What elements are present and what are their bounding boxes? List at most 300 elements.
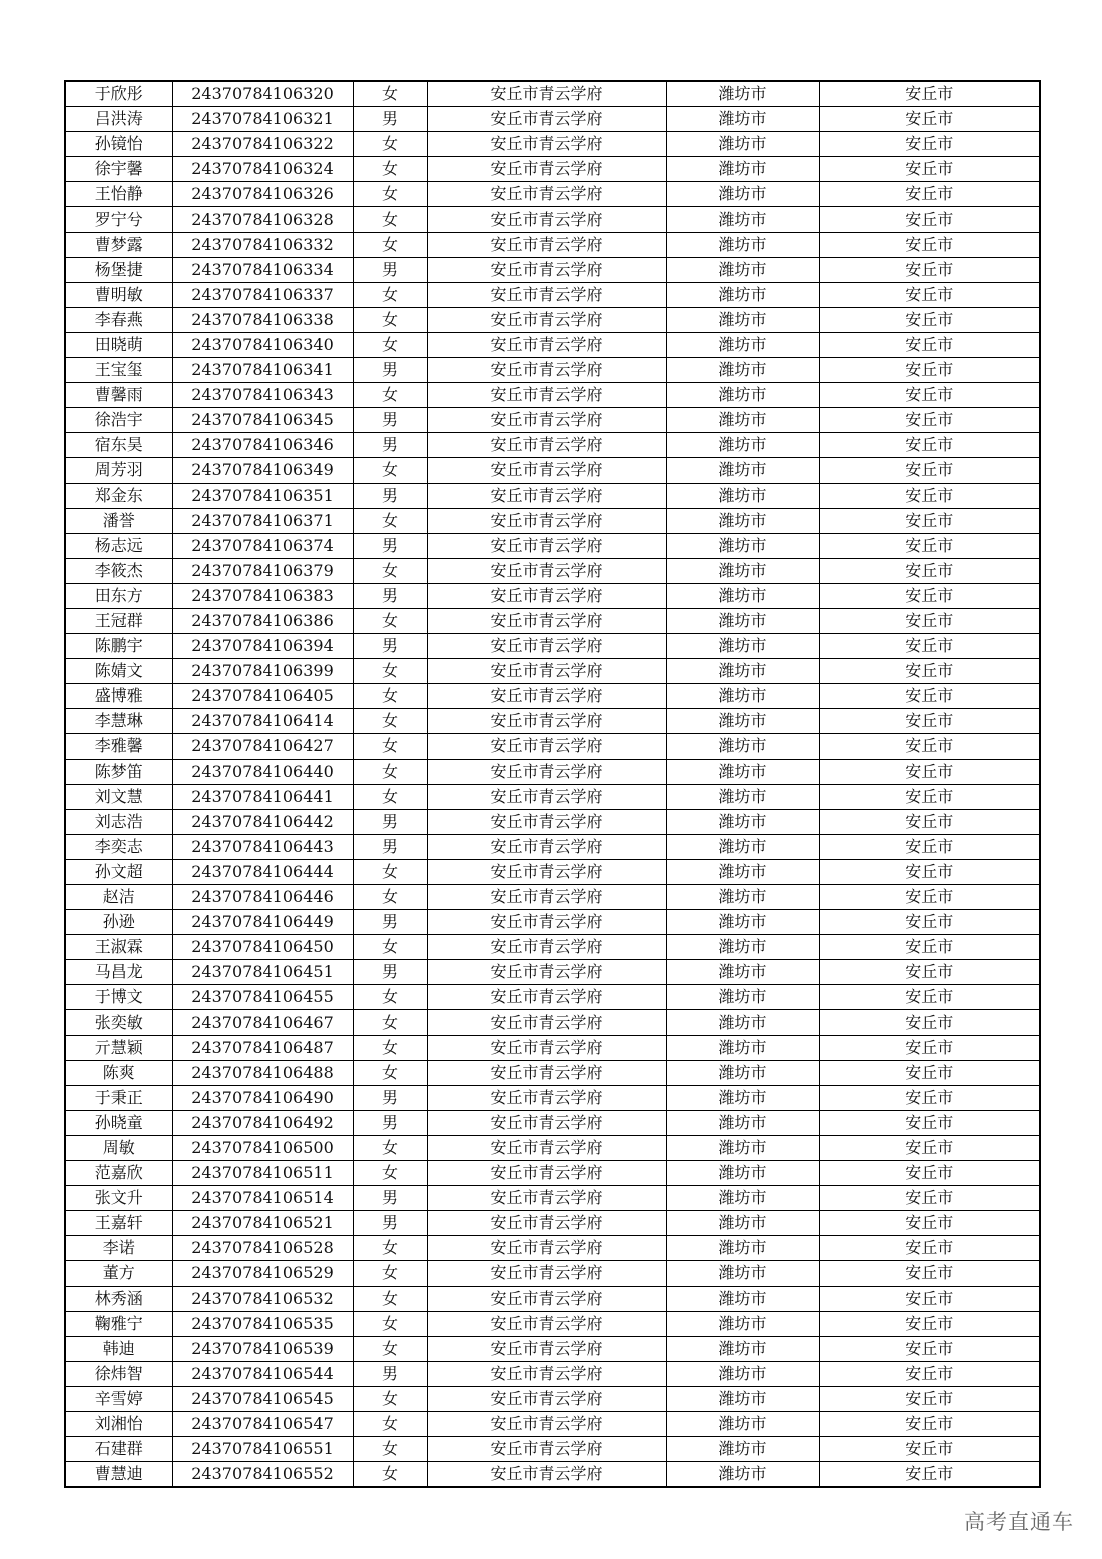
school-cell: 安丘市青云学府 (427, 1211, 666, 1236)
exam-number-cell: 24370784106427 (172, 734, 353, 759)
gender-cell: 女 (353, 383, 427, 408)
county-cell: 安丘市 (819, 132, 1040, 157)
school-cell: 安丘市青云学府 (427, 1060, 666, 1085)
name-cell: 杨志远 (65, 533, 172, 558)
county-cell: 安丘市 (819, 910, 1040, 935)
name-cell: 孙晓童 (65, 1110, 172, 1135)
city-cell: 潍坊市 (666, 1110, 819, 1135)
gender-cell: 男 (353, 483, 427, 508)
exam-number-cell: 24370784106441 (172, 784, 353, 809)
county-cell: 安丘市 (819, 583, 1040, 608)
county-cell: 安丘市 (819, 257, 1040, 282)
exam-number-cell: 24370784106442 (172, 809, 353, 834)
name-cell: 王冠群 (65, 608, 172, 633)
county-cell: 安丘市 (819, 433, 1040, 458)
county-cell: 安丘市 (819, 232, 1040, 257)
exam-number-cell: 24370784106544 (172, 1361, 353, 1386)
name-cell: 陈梦笛 (65, 759, 172, 784)
exam-number-cell: 24370784106552 (172, 1462, 353, 1488)
exam-number-cell: 24370784106334 (172, 257, 353, 282)
name-cell: 李雅馨 (65, 734, 172, 759)
city-cell: 潍坊市 (666, 558, 819, 583)
school-cell: 安丘市青云学府 (427, 1035, 666, 1060)
county-cell: 安丘市 (819, 157, 1040, 182)
county-cell: 安丘市 (819, 784, 1040, 809)
gender-cell: 女 (353, 734, 427, 759)
city-cell: 潍坊市 (666, 1236, 819, 1261)
city-cell: 潍坊市 (666, 1035, 819, 1060)
table-row (65, 1211, 1040, 1236)
name-cell: 周芳羽 (65, 458, 172, 483)
name-cell: 杨堡捷 (65, 257, 172, 282)
gender-cell: 女 (353, 1010, 427, 1035)
gender-cell: 男 (353, 834, 427, 859)
city-cell: 潍坊市 (666, 307, 819, 332)
gender-cell: 女 (353, 1161, 427, 1186)
exam-number-cell: 24370784106451 (172, 960, 353, 985)
city-cell: 潍坊市 (666, 960, 819, 985)
table-row (65, 1336, 1040, 1361)
gender-cell: 女 (353, 1462, 427, 1488)
county-cell: 安丘市 (819, 1060, 1040, 1085)
exam-number-cell: 24370784106321 (172, 107, 353, 132)
exam-number-cell: 24370784106514 (172, 1186, 353, 1211)
school-cell: 安丘市青云学府 (427, 1010, 666, 1035)
school-cell: 安丘市青云学府 (427, 885, 666, 910)
exam-number-cell: 24370784106326 (172, 182, 353, 207)
county-cell: 安丘市 (819, 383, 1040, 408)
name-cell: 孙文超 (65, 859, 172, 884)
exam-number-cell: 24370784106467 (172, 1010, 353, 1035)
city-cell: 潍坊市 (666, 809, 819, 834)
gender-cell: 女 (353, 207, 427, 232)
school-cell: 安丘市青云学府 (427, 910, 666, 935)
exam-number-cell: 24370784106405 (172, 684, 353, 709)
county-cell: 安丘市 (819, 734, 1040, 759)
school-cell: 安丘市青云学府 (427, 433, 666, 458)
county-cell: 安丘市 (819, 709, 1040, 734)
city-cell: 潍坊市 (666, 1411, 819, 1436)
table-row (65, 809, 1040, 834)
name-cell: 石建群 (65, 1437, 172, 1462)
table-row (65, 1236, 1040, 1261)
gender-cell: 女 (353, 81, 427, 107)
table-row (65, 408, 1040, 433)
name-cell: 田晓萌 (65, 332, 172, 357)
gender-cell: 女 (353, 1135, 427, 1160)
exam-number-cell: 24370784106490 (172, 1085, 353, 1110)
name-cell: 陈爽 (65, 1060, 172, 1085)
table-row (65, 132, 1040, 157)
gender-cell: 女 (353, 1411, 427, 1436)
county-cell: 安丘市 (819, 1462, 1040, 1488)
school-cell: 安丘市青云学府 (427, 533, 666, 558)
gender-cell: 男 (353, 1085, 427, 1110)
school-cell: 安丘市青云学府 (427, 734, 666, 759)
city-cell: 潍坊市 (666, 433, 819, 458)
exam-number-cell: 24370784106487 (172, 1035, 353, 1060)
gender-cell: 女 (353, 508, 427, 533)
school-cell: 安丘市青云学府 (427, 383, 666, 408)
school-cell: 安丘市青云学府 (427, 1311, 666, 1336)
table-row (65, 1361, 1040, 1386)
school-cell: 安丘市青云学府 (427, 784, 666, 809)
table-row (65, 81, 1040, 107)
exam-number-cell: 24370784106492 (172, 1110, 353, 1135)
county-cell: 安丘市 (819, 1035, 1040, 1060)
gender-cell: 男 (353, 1361, 427, 1386)
name-cell: 曹馨雨 (65, 383, 172, 408)
gender-cell: 男 (353, 960, 427, 985)
exam-number-cell: 24370784106455 (172, 985, 353, 1010)
exam-number-cell: 24370784106551 (172, 1437, 353, 1462)
exam-number-cell: 24370784106332 (172, 232, 353, 257)
school-cell: 安丘市青云学府 (427, 1161, 666, 1186)
county-cell: 安丘市 (819, 1236, 1040, 1261)
table-row (65, 834, 1040, 859)
exam-number-cell: 24370784106511 (172, 1161, 353, 1186)
county-cell: 安丘市 (819, 332, 1040, 357)
table-row (65, 1085, 1040, 1110)
school-cell: 安丘市青云学府 (427, 232, 666, 257)
county-cell: 安丘市 (819, 834, 1040, 859)
gender-cell: 女 (353, 784, 427, 809)
gender-cell: 女 (353, 659, 427, 684)
school-cell: 安丘市青云学府 (427, 132, 666, 157)
county-cell: 安丘市 (819, 282, 1040, 307)
school-cell: 安丘市青云学府 (427, 1135, 666, 1160)
county-cell: 安丘市 (819, 1110, 1040, 1135)
name-cell: 曹明敏 (65, 282, 172, 307)
school-cell: 安丘市青云学府 (427, 483, 666, 508)
school-cell: 安丘市青云学府 (427, 709, 666, 734)
gender-cell: 女 (353, 759, 427, 784)
gender-cell: 女 (353, 1060, 427, 1085)
table-row (65, 332, 1040, 357)
table-body (65, 81, 1040, 1487)
school-cell: 安丘市青云学府 (427, 1336, 666, 1361)
exam-number-cell: 24370784106399 (172, 659, 353, 684)
name-cell: 潘誉 (65, 508, 172, 533)
school-cell: 安丘市青云学府 (427, 307, 666, 332)
school-cell: 安丘市青云学府 (427, 408, 666, 433)
name-cell: 刘志浩 (65, 809, 172, 834)
exam-number-cell: 24370784106337 (172, 282, 353, 307)
gender-cell: 女 (353, 332, 427, 357)
gender-cell: 女 (353, 684, 427, 709)
gender-cell: 女 (353, 307, 427, 332)
gender-cell: 男 (353, 257, 427, 282)
school-cell: 安丘市青云学府 (427, 1462, 666, 1488)
exam-number-cell: 24370784106386 (172, 608, 353, 633)
table-row (65, 734, 1040, 759)
table-row (65, 759, 1040, 784)
county-cell: 安丘市 (819, 182, 1040, 207)
county-cell: 安丘市 (819, 935, 1040, 960)
county-cell: 安丘市 (819, 458, 1040, 483)
gender-cell: 女 (353, 1437, 427, 1462)
name-cell: 刘文慧 (65, 784, 172, 809)
table-row (65, 182, 1040, 207)
gender-cell: 女 (353, 1261, 427, 1286)
gender-cell: 男 (353, 910, 427, 935)
city-cell: 潍坊市 (666, 257, 819, 282)
county-cell: 安丘市 (819, 1411, 1040, 1436)
table-row (65, 1411, 1040, 1436)
gender-cell: 女 (353, 1236, 427, 1261)
county-cell: 安丘市 (819, 885, 1040, 910)
gender-cell: 女 (353, 558, 427, 583)
school-cell: 安丘市青云学府 (427, 1236, 666, 1261)
city-cell: 潍坊市 (666, 483, 819, 508)
exam-number-cell: 24370784106446 (172, 885, 353, 910)
name-cell: 赵洁 (65, 885, 172, 910)
county-cell: 安丘市 (819, 759, 1040, 784)
exam-number-cell: 24370784106545 (172, 1386, 353, 1411)
table-row (65, 583, 1040, 608)
city-cell: 潍坊市 (666, 332, 819, 357)
name-cell: 张文升 (65, 1186, 172, 1211)
name-cell: 于博文 (65, 985, 172, 1010)
city-cell: 潍坊市 (666, 1060, 819, 1085)
city-cell: 潍坊市 (666, 1361, 819, 1386)
city-cell: 潍坊市 (666, 1186, 819, 1211)
school-cell: 安丘市青云学府 (427, 1386, 666, 1411)
name-cell: 田东方 (65, 583, 172, 608)
name-cell: 徐浩宇 (65, 408, 172, 433)
school-cell: 安丘市青云学府 (427, 859, 666, 884)
city-cell: 潍坊市 (666, 1386, 819, 1411)
city-cell: 潍坊市 (666, 583, 819, 608)
name-cell: 刘湘怡 (65, 1411, 172, 1436)
gender-cell: 女 (353, 232, 427, 257)
county-cell: 安丘市 (819, 307, 1040, 332)
county-cell: 安丘市 (819, 508, 1040, 533)
table-row (65, 1437, 1040, 1462)
name-cell: 曹梦露 (65, 232, 172, 257)
gender-cell: 女 (353, 859, 427, 884)
exam-number-cell: 24370784106528 (172, 1236, 353, 1261)
city-cell: 潍坊市 (666, 1261, 819, 1286)
city-cell: 潍坊市 (666, 834, 819, 859)
exam-number-cell: 24370784106535 (172, 1311, 353, 1336)
table-row (65, 1462, 1040, 1488)
table-row (65, 282, 1040, 307)
county-cell: 安丘市 (819, 533, 1040, 558)
city-cell: 潍坊市 (666, 508, 819, 533)
county-cell: 安丘市 (819, 1286, 1040, 1311)
name-cell: 李慧琳 (65, 709, 172, 734)
table-row (65, 935, 1040, 960)
table-row (65, 709, 1040, 734)
name-cell: 郑金东 (65, 483, 172, 508)
exam-number-cell: 24370784106450 (172, 935, 353, 960)
city-cell: 潍坊市 (666, 935, 819, 960)
table-row (65, 1060, 1040, 1085)
gender-cell: 男 (353, 533, 427, 558)
name-cell: 林秀涵 (65, 1286, 172, 1311)
table-row (65, 533, 1040, 558)
school-cell: 安丘市青云学府 (427, 207, 666, 232)
county-cell: 安丘市 (819, 960, 1040, 985)
table-row (65, 558, 1040, 583)
city-cell: 潍坊市 (666, 734, 819, 759)
table-row (65, 1035, 1040, 1060)
gender-cell: 女 (353, 1035, 427, 1060)
gender-cell: 女 (353, 608, 427, 633)
city-cell: 潍坊市 (666, 1437, 819, 1462)
table-row (65, 910, 1040, 935)
table-row (65, 1010, 1040, 1035)
exam-number-cell: 24370784106320 (172, 81, 353, 107)
table-row (65, 784, 1040, 809)
school-cell: 安丘市青云学府 (427, 634, 666, 659)
table-row (65, 608, 1040, 633)
exam-number-cell: 24370784106322 (172, 132, 353, 157)
county-cell: 安丘市 (819, 1386, 1040, 1411)
name-cell: 曹慧迪 (65, 1462, 172, 1488)
table-row (65, 985, 1040, 1010)
city-cell: 潍坊市 (666, 1135, 819, 1160)
city-cell: 潍坊市 (666, 232, 819, 257)
city-cell: 潍坊市 (666, 383, 819, 408)
table-row (65, 232, 1040, 257)
county-cell: 安丘市 (819, 107, 1040, 132)
table-row (65, 433, 1040, 458)
gender-cell: 男 (353, 809, 427, 834)
school-cell: 安丘市青云学府 (427, 985, 666, 1010)
table-row (65, 1386, 1040, 1411)
name-cell: 李奕志 (65, 834, 172, 859)
school-cell: 安丘市青云学府 (427, 1085, 666, 1110)
city-cell: 潍坊市 (666, 1286, 819, 1311)
exam-number-cell: 24370784106379 (172, 558, 353, 583)
exam-number-cell: 24370784106394 (172, 634, 353, 659)
exam-number-cell: 24370784106338 (172, 307, 353, 332)
gender-cell: 女 (353, 182, 427, 207)
table-row (65, 458, 1040, 483)
school-cell: 安丘市青云学府 (427, 1437, 666, 1462)
gender-cell: 男 (353, 358, 427, 383)
city-cell: 潍坊市 (666, 358, 819, 383)
city-cell: 潍坊市 (666, 709, 819, 734)
gender-cell: 女 (353, 132, 427, 157)
table-row (65, 157, 1040, 182)
gender-cell: 男 (353, 1186, 427, 1211)
exam-number-cell: 24370784106349 (172, 458, 353, 483)
city-cell: 潍坊市 (666, 608, 819, 633)
exam-number-cell: 24370784106488 (172, 1060, 353, 1085)
exam-number-cell: 24370784106345 (172, 408, 353, 433)
gender-cell: 女 (353, 935, 427, 960)
table-row (65, 634, 1040, 659)
gender-cell: 女 (353, 157, 427, 182)
name-cell: 李春燕 (65, 307, 172, 332)
table-row (65, 257, 1040, 282)
city-cell: 潍坊市 (666, 282, 819, 307)
table-row (65, 1311, 1040, 1336)
county-cell: 安丘市 (819, 1211, 1040, 1236)
city-cell: 潍坊市 (666, 885, 819, 910)
county-cell: 安丘市 (819, 1085, 1040, 1110)
gender-cell: 女 (353, 1336, 427, 1361)
exam-number-cell: 24370784106443 (172, 834, 353, 859)
name-cell: 陈婧文 (65, 659, 172, 684)
school-cell: 安丘市青云学府 (427, 834, 666, 859)
county-cell: 安丘市 (819, 1311, 1040, 1336)
table-row (65, 960, 1040, 985)
gender-cell: 女 (353, 885, 427, 910)
school-cell: 安丘市青云学府 (427, 1361, 666, 1386)
school-cell: 安丘市青云学府 (427, 759, 666, 784)
county-cell: 安丘市 (819, 634, 1040, 659)
name-cell: 王淑霖 (65, 935, 172, 960)
table-row (65, 1186, 1040, 1211)
city-cell: 潍坊市 (666, 408, 819, 433)
exam-number-cell: 24370784106346 (172, 433, 353, 458)
school-cell: 安丘市青云学府 (427, 1261, 666, 1286)
gender-cell: 女 (353, 458, 427, 483)
name-cell: 范嘉欣 (65, 1161, 172, 1186)
table-row (65, 859, 1040, 884)
city-cell: 潍坊市 (666, 759, 819, 784)
table-row (65, 1261, 1040, 1286)
exam-number-cell: 24370784106383 (172, 583, 353, 608)
table-row (65, 684, 1040, 709)
county-cell: 安丘市 (819, 207, 1040, 232)
county-cell: 安丘市 (819, 558, 1040, 583)
school-cell: 安丘市青云学府 (427, 659, 666, 684)
city-cell: 潍坊市 (666, 634, 819, 659)
table-row (65, 1286, 1040, 1311)
school-cell: 安丘市青云学府 (427, 182, 666, 207)
city-cell: 潍坊市 (666, 458, 819, 483)
exam-number-cell: 24370784106340 (172, 332, 353, 357)
table-row (65, 383, 1040, 408)
exam-number-cell: 24370784106328 (172, 207, 353, 232)
county-cell: 安丘市 (819, 483, 1040, 508)
school-cell: 安丘市青云学府 (427, 107, 666, 132)
school-cell: 安丘市青云学府 (427, 81, 666, 107)
exam-number-cell: 24370784106414 (172, 709, 353, 734)
county-cell: 安丘市 (819, 659, 1040, 684)
city-cell: 潍坊市 (666, 157, 819, 182)
gender-cell: 女 (353, 985, 427, 1010)
county-cell: 安丘市 (819, 608, 1040, 633)
gender-cell: 女 (353, 282, 427, 307)
county-cell: 安丘市 (819, 408, 1040, 433)
gender-cell: 男 (353, 408, 427, 433)
gender-cell: 男 (353, 107, 427, 132)
table-row (65, 1161, 1040, 1186)
name-cell: 李筱杰 (65, 558, 172, 583)
city-cell: 潍坊市 (666, 1085, 819, 1110)
city-cell: 潍坊市 (666, 1211, 819, 1236)
city-cell: 潍坊市 (666, 684, 819, 709)
exam-number-cell: 24370784106500 (172, 1135, 353, 1160)
school-cell: 安丘市青云学府 (427, 1186, 666, 1211)
table-row (65, 483, 1040, 508)
city-cell: 潍坊市 (666, 81, 819, 107)
school-cell: 安丘市青云学府 (427, 608, 666, 633)
name-cell: 孙镜怡 (65, 132, 172, 157)
county-cell: 安丘市 (819, 1261, 1040, 1286)
school-cell: 安丘市青云学府 (427, 684, 666, 709)
name-cell: 于秉正 (65, 1085, 172, 1110)
school-cell: 安丘市青云学府 (427, 282, 666, 307)
school-cell: 安丘市青云学府 (427, 809, 666, 834)
name-cell: 李诺 (65, 1236, 172, 1261)
